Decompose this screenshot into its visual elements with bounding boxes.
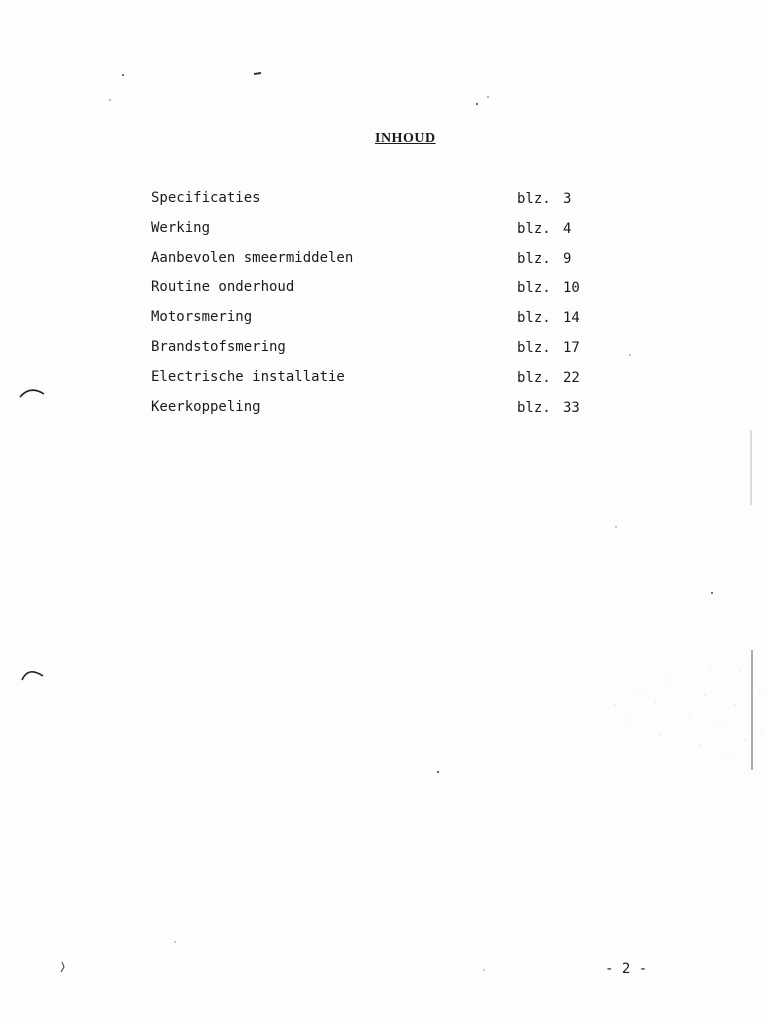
toc-row	[151, 218, 591, 248]
toc-row	[151, 277, 591, 307]
speck-mark	[61, 962, 64, 972]
punch-hole-arc	[20, 390, 44, 397]
toc-page-number: 22	[563, 369, 580, 386]
toc-label: Motorsmering	[151, 309, 253, 326]
toc-row	[151, 337, 591, 367]
speck	[476, 103, 478, 105]
toc-blz: blz.	[517, 369, 551, 386]
toc-row	[151, 188, 591, 218]
toc-row	[151, 307, 591, 337]
page-number: - 2 -	[605, 961, 648, 977]
toc-blz: blz.	[517, 310, 551, 327]
speck	[711, 592, 713, 594]
toc-blz: blz.	[517, 191, 551, 207]
toc-page-number: 9	[563, 250, 572, 267]
toc-label: Brandstofsmering	[151, 338, 286, 355]
toc-row	[151, 397, 591, 427]
document-title: INHOUD	[375, 131, 436, 146]
speck	[487, 96, 489, 98]
toc-label: Electrische installatie	[151, 368, 345, 385]
punch-hole-arc	[22, 672, 43, 680]
toc-blz: blz.	[517, 280, 551, 297]
toc-page-number: 10	[563, 280, 580, 297]
toc-page-number: 14	[563, 310, 580, 327]
toc-page-number: 33	[563, 399, 580, 416]
toc-label: Keerkoppeling	[151, 398, 261, 415]
speck	[483, 969, 485, 971]
speck	[174, 941, 175, 942]
toc-label: Aanbevolen smeermiddelen	[151, 249, 354, 266]
table-of-contents	[151, 188, 591, 426]
speck	[109, 99, 111, 101]
toc-blz: blz.	[517, 250, 551, 267]
toc-blz: blz.	[517, 220, 551, 237]
speck	[629, 354, 630, 355]
toc-row	[151, 367, 591, 397]
speck	[437, 771, 439, 773]
toc-label: Werking	[151, 219, 211, 236]
toc-blz: blz.	[517, 339, 551, 356]
toc-page-number: 4	[563, 220, 572, 237]
toc-label: Specificaties	[151, 190, 261, 206]
toc-label: Routine onderhoud	[151, 279, 295, 296]
speck	[122, 74, 124, 76]
scan-mark	[254, 73, 261, 74]
speck	[615, 526, 616, 527]
toc-blz: blz.	[517, 399, 551, 416]
toc-page-number: 3	[563, 191, 572, 207]
toc-page-number: 17	[563, 339, 580, 356]
toc-row	[151, 248, 591, 278]
scan-noise	[614, 669, 762, 760]
